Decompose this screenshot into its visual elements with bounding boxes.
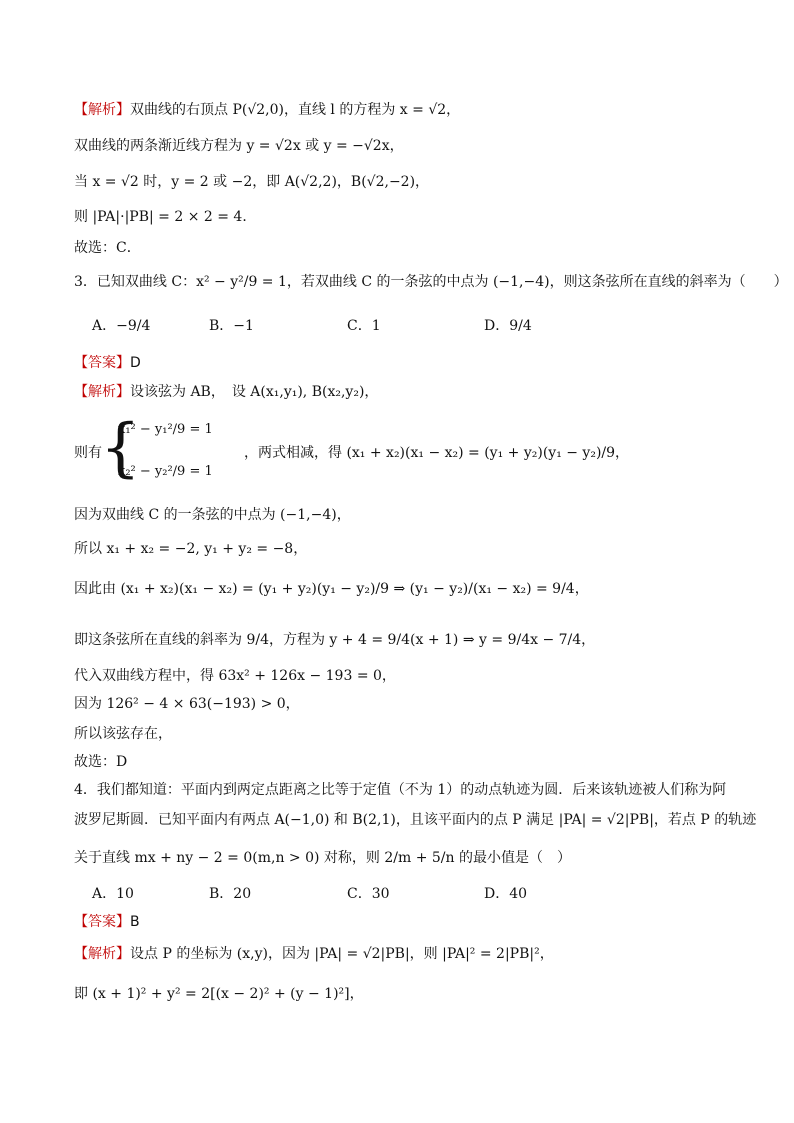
q3-analysis-line-7: 代入双曲线方程中，得 63x² + 126x − 193 = 0， — [74, 668, 396, 684]
q3-analysis-line-1 — [74, 382, 378, 402]
q3-analysis-text-1: 设该弦为 AB， 设 A(x₁,y₁), B(x₂,y₂)， — [130, 384, 379, 400]
q4-stem-line-1: 4．我们都知道：平面内到两定点距离之比等于定值（不为 1）的动点轨迹为圆．后来该轨迹被人们称为阿 — [74, 782, 727, 798]
q4-options — [74, 884, 594, 906]
q4-analysis-line-1 — [74, 944, 554, 964]
q4-analysis-line-2: 即 (x + 1)² + y² = 2[(x − 2)² + (y − 1)²]， — [74, 986, 364, 1002]
q3-analysis-line-6: 即这条弦所在直线的斜率为 9/4，方程为 y + 4 = 9/4(x + 1) ⇒ y = 9/4x − 7/4， — [74, 632, 596, 648]
q3-equation-2: x₂² − y₂²/9 = 1 — [118, 464, 213, 479]
q4-answer — [74, 912, 140, 932]
q4-stem-line-2: 波罗尼斯圆．已知平面内有两点 A(−1,0) 和 B(2,1)，且该平面内的点 P 满足 |PA| = √2|PB|，若点 P 的轨迹 — [74, 812, 757, 828]
answer-tag: 【答案】 — [74, 914, 130, 930]
q4-option-b: B．20 — [209, 886, 252, 902]
q4-stem-line-3: 关于直线 mx + ny − 2 = 0(m,n > 0) 对称，则 2/m + 5/n 的最小值是（ ） — [74, 850, 571, 866]
q3-stem: 3．已知双曲线 C：x² − y²/9 = 1，若双曲线 C 的一条弦的中点为 (−1,−4)，则这条弦所在直线的斜率为（ ） — [74, 274, 788, 290]
prev-solution-text-1: 双曲线的右顶点 P(√2,0)，直线 l 的方程为 x = √2， — [130, 102, 461, 118]
left-brace: { — [100, 411, 141, 485]
q4-answer-value: B — [130, 914, 140, 930]
q3-choice: 故选：D — [74, 754, 128, 770]
q3-option-d: D．9/4 — [484, 318, 532, 334]
q3-option-a: A．−9/4 — [92, 318, 151, 334]
prev-solution-line-1 — [74, 100, 460, 120]
q3-analysis-line-5: 因此由 (x₁ + x₂)(x₁ − x₂) = (y₁ + y₂)(y₁ − y₂)/9 ⇒ (y₁ − y₂)/(x₁ − x₂) = 9/4， — [74, 581, 589, 597]
q3-analysis-line-3: 因为双曲线 C 的一条弦的中点为 (−1,−4)， — [74, 507, 351, 523]
analysis-tag: 【解析】 — [74, 384, 130, 400]
q3-system-prefix: 则有 — [74, 445, 102, 461]
q3-answer — [74, 353, 141, 373]
prev-solution-line-2: 双曲线的两条渐近线方程为 y = √2x 或 y = −√2x， — [74, 138, 404, 154]
prev-solution-choice: 故选：C． — [74, 240, 141, 256]
q3-answer-value: D — [130, 355, 141, 371]
answer-tag: 【答案】 — [74, 355, 130, 371]
prev-solution-line-4: 则 |PA|·|PB| = 2 × 2 = 4． — [74, 209, 257, 225]
analysis-tag: 【解析】 — [74, 102, 130, 118]
q3-option-b: B．−1 — [209, 318, 254, 334]
q4-option-c: C．30 — [347, 886, 390, 902]
q3-analysis-line-9: 所以该弦存在， — [74, 726, 172, 742]
q3-analysis-line-4: 所以 x₁ + x₂ = −2, y₁ + y₂ = −8， — [74, 541, 308, 557]
q3-system-suffix: ，两式相减，得 (x₁ + x₂)(x₁ − x₂) = (y₁ + y₂)(y₁ − y₂)/9， — [244, 445, 630, 461]
prev-solution-line-3: 当 x = √2 时，y = 2 或 −2，即 A(√2,2)，B(√2,−2)， — [74, 174, 430, 190]
analysis-tag: 【解析】 — [74, 946, 130, 962]
q4-option-d: D．40 — [484, 886, 528, 902]
q4-option-a: A．10 — [92, 886, 134, 902]
q3-options — [74, 316, 594, 338]
q3-option-c: C．1 — [347, 318, 381, 334]
q3-analysis-line-8: 因为 126² − 4 × 63(−193) > 0， — [74, 696, 300, 712]
q3-equation-1: x₁² − y₁²/9 = 1 — [118, 422, 213, 437]
q4-analysis-text-1: 设点 P 的坐标为 (x,y)，因为 |PA| = √2|PB|，则 |PA|² = 2|PB|²， — [130, 946, 554, 962]
